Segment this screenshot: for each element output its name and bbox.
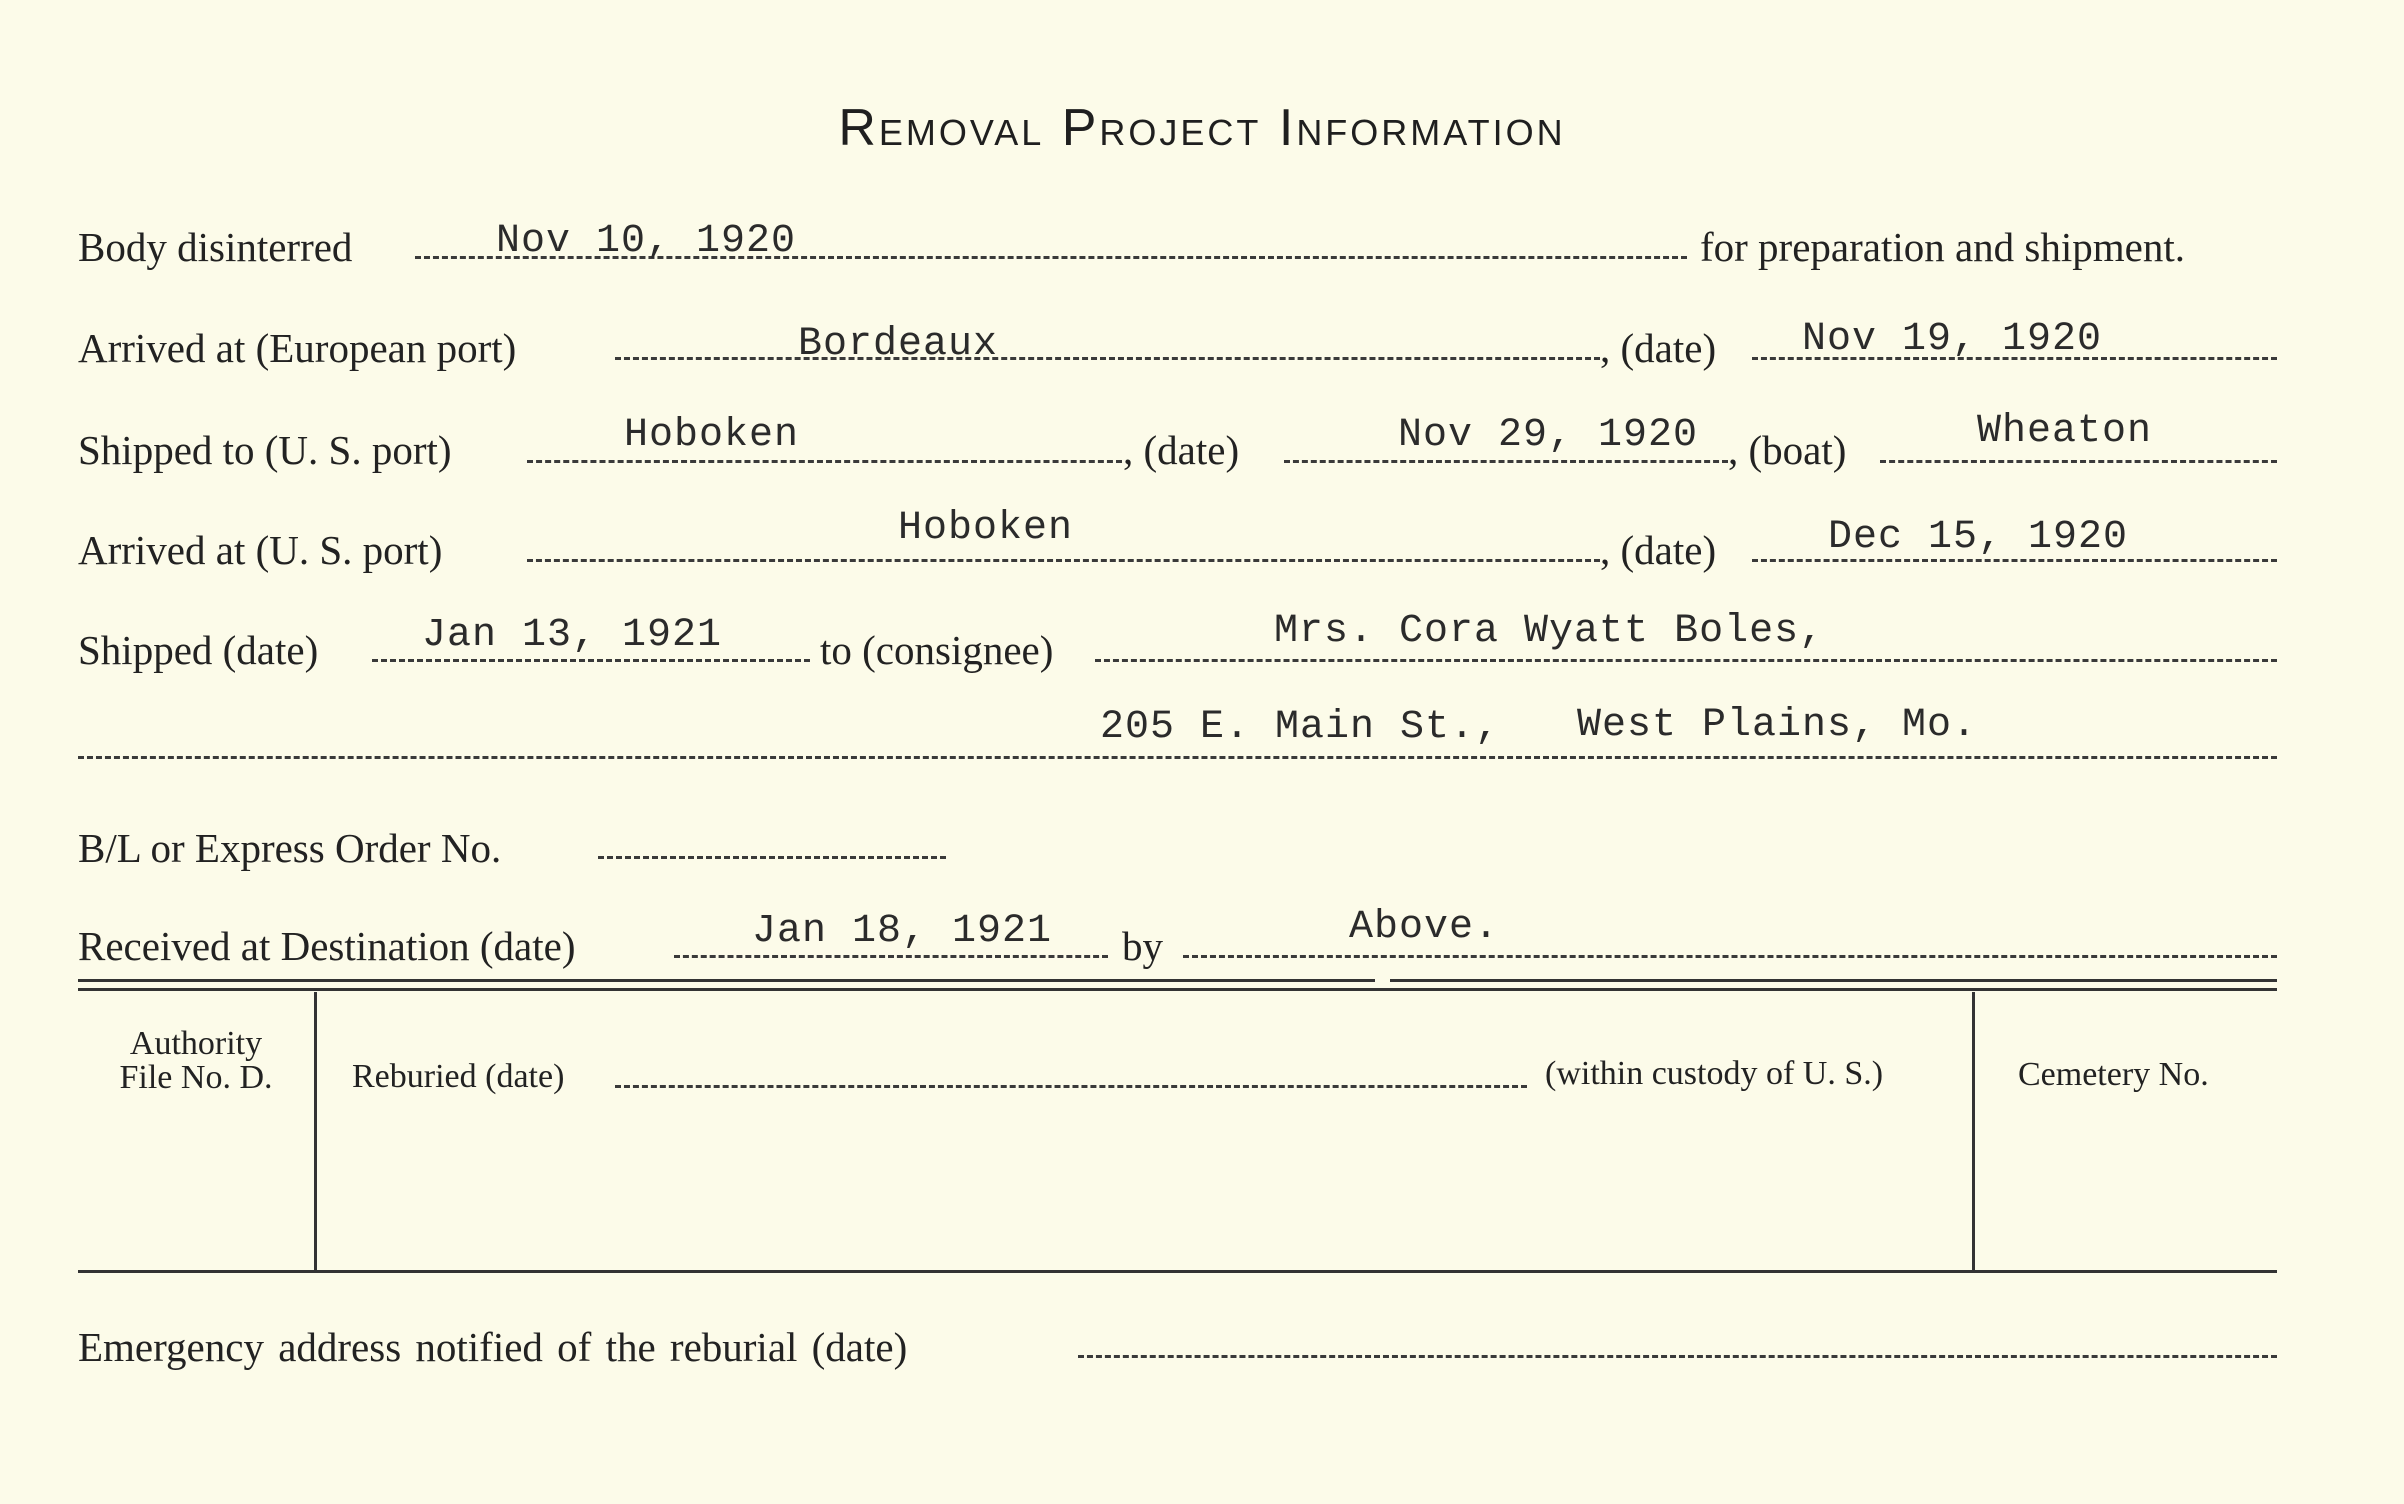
cemetery-number-label: Cemetery No. [2018,1056,2209,1093]
emergency-address-label: Emergency address notified of the reburial (date) [78,1324,908,1370]
consignee-city: West Plains, Mo. [1577,703,1978,748]
consignee-address: 205 E. Main St., [1100,705,1501,750]
body-disinterred-value: Nov 10, 1920 [496,219,797,264]
table-divider-right [1972,992,1975,1270]
received-date-value: Jan 18, 1921 [752,909,1053,954]
form-title: Removal Project Information [838,99,1566,157]
custody-label: (within custody of U. S.) [1545,1055,1884,1092]
us-port-shipped-date-label: , (date) [1123,427,1240,473]
table-top-rule-left [78,979,1375,982]
received-date-label: Received at Destination (date) [78,923,576,969]
us-port-shipped-date-value: Nov 29, 1920 [1398,413,1699,458]
address-line [78,756,2277,759]
us-port-shipped-value: Hoboken [624,413,800,458]
received-date-line [674,955,1108,958]
us-port-shipped-line [527,460,1122,463]
table-bottom-rule [78,1270,2277,1273]
boat-label: , (boat) [1728,427,1847,473]
received-by-line [1183,955,2277,958]
shipped-date-value: Jan 13, 1921 [422,613,723,658]
european-port-value: Bordeaux [798,322,999,367]
us-port-arrived-date-label: , (date) [1600,527,1717,573]
preparation-shipment-label: for preparation and shipment. [1700,224,2186,270]
european-port-label: Arrived at (European port) [78,325,517,371]
reburied-date-label: Reburied (date) [352,1058,565,1095]
received-by-label: by [1122,923,1163,969]
european-port-date-label: , (date) [1600,325,1717,371]
us-port-arrived-date-value: Dec 15, 1920 [1828,515,2129,560]
authority-label-line1: Authority [129,1025,263,1062]
us-port-shipped-date-line [1284,460,1728,463]
us-port-arrived-value: Hoboken [898,506,1074,551]
shipped-date-label: Shipped (date) [78,627,319,673]
table-top-rule-right [1390,979,2277,982]
consignee-value: Mrs. Cora Wyatt Boles, [1274,609,1825,654]
table-top-rule-lower [78,988,2277,991]
bl-order-label: B/L or Express Order No. [78,825,502,871]
reburied-date-line [615,1085,1527,1088]
consignee-line [1095,659,2277,662]
boat-line [1880,460,2277,463]
european-port-line [615,357,1600,360]
european-port-date-value: Nov 19, 1920 [1802,317,2103,362]
us-port-arrived-label: Arrived at (U. S. port) [78,527,443,573]
body-disinterred-label: Body disinterred [78,224,353,270]
boat-value: Wheaton [1977,409,2153,454]
us-port-arrived-line [527,559,1600,562]
bl-order-line [598,856,946,859]
authority-label-line2: File No. D. [119,1059,273,1096]
emergency-address-line [1078,1355,2277,1358]
table-divider-left [314,992,317,1270]
received-by-value: Above. [1349,905,1500,950]
shipped-date-line [372,659,810,662]
us-port-shipped-label: Shipped to (U. S. port) [78,427,452,473]
consignee-label: to (consignee) [820,627,1054,673]
